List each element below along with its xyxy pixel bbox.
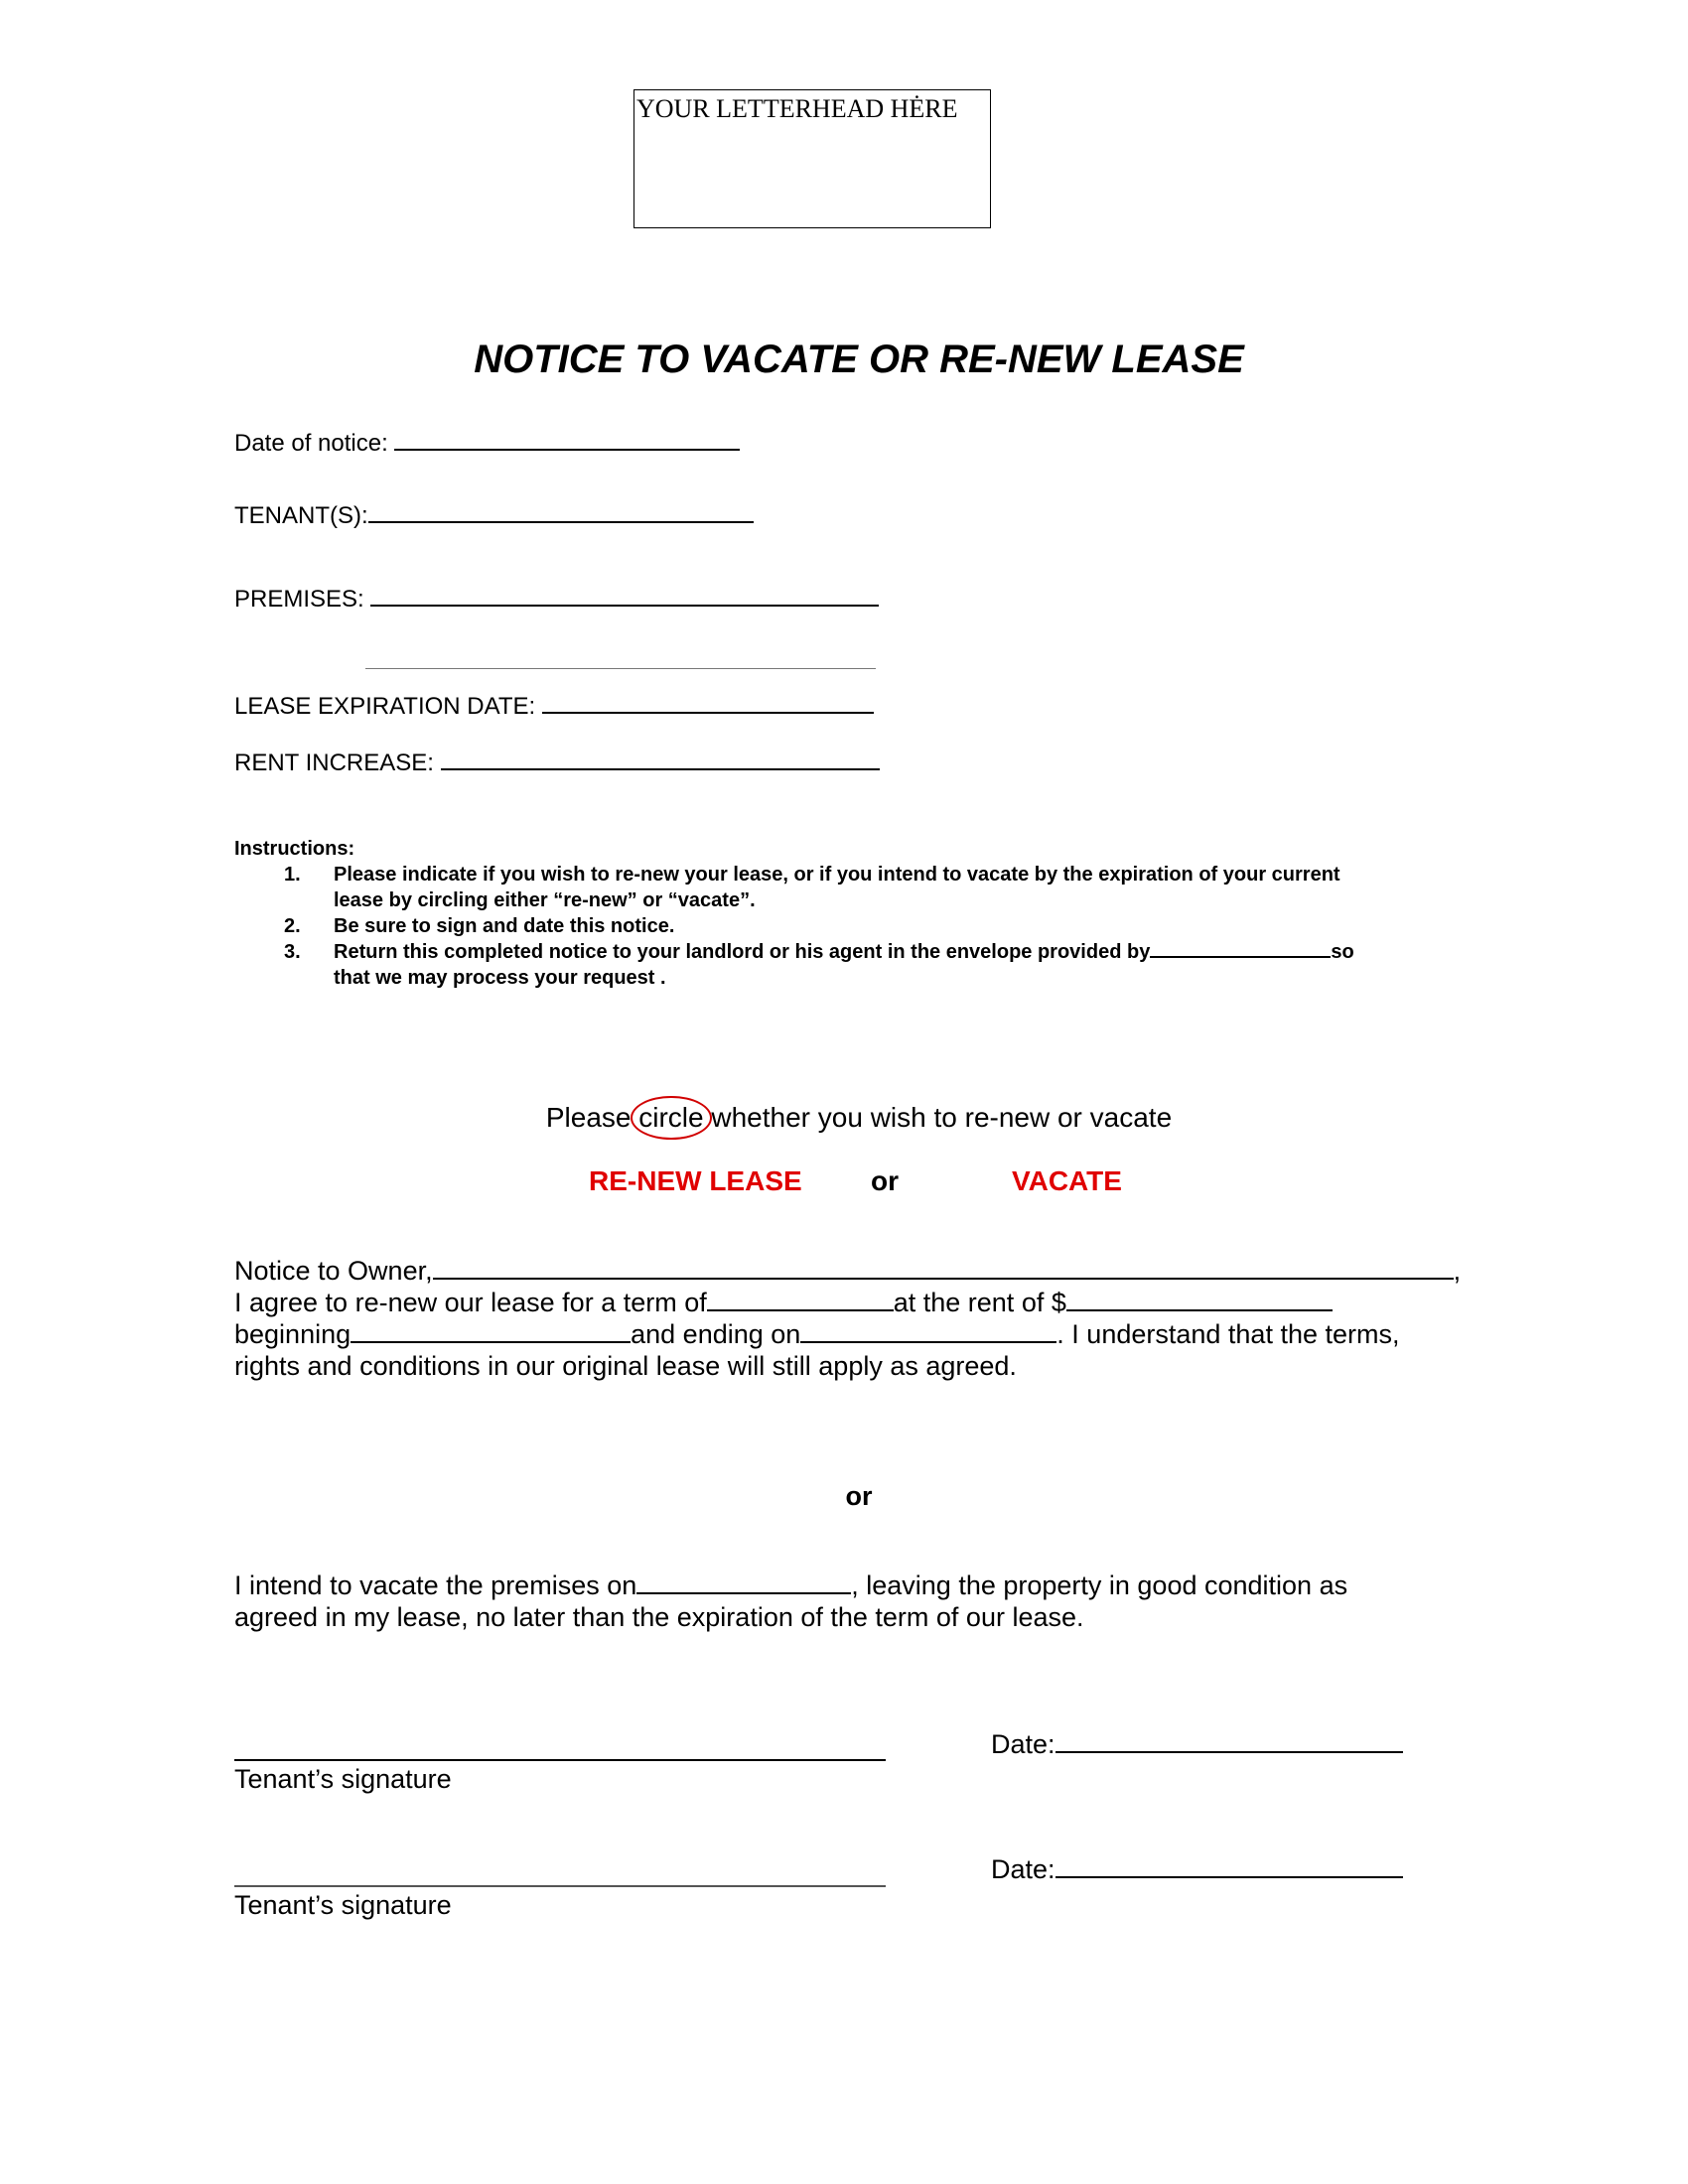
- vacate-option[interactable]: VACATE: [1012, 1165, 1122, 1196]
- vacate-paragraph: [234, 1570, 1347, 1633]
- circle-prompt: [0, 1102, 1688, 1134]
- renew-paragraph: [234, 1255, 1461, 1382]
- letterhead-placeholder: YOUR LETTERHEAD HĖRE: [636, 94, 958, 123]
- instruction-item: [234, 913, 1446, 939]
- premises-label: PREMISES:: [234, 586, 364, 613]
- renew-text: Notice to Owner,: [234, 1256, 433, 1286]
- signature-date-field[interactable]: [991, 1854, 1403, 1885]
- beginning-date-line[interactable]: [351, 1340, 631, 1343]
- instruction-text: Please indicate if you wish to re-new your lease, or if you intend to vacate by the expiration of your current: [334, 864, 1340, 886]
- owner-name-line[interactable]: [433, 1277, 1454, 1280]
- tenant-signature-label: Tenant’s signature: [234, 1890, 452, 1920]
- renew-line-2: [234, 1287, 1461, 1318]
- renew-text: and ending on: [631, 1319, 801, 1349]
- vacate-date-line[interactable]: [636, 1591, 851, 1594]
- return-by-date-line[interactable]: [1150, 955, 1331, 958]
- vacate-line-2: agreed in my lease, no later than the expiration of the term of our lease.: [234, 1602, 1084, 1632]
- vacate-text: I intend to vacate the premises on: [234, 1570, 637, 1600]
- circle-prompt-before: Please: [545, 1102, 632, 1133]
- choice-or-separator: or: [871, 1165, 899, 1196]
- tenants-field[interactable]: [234, 502, 754, 530]
- instruction-item: [234, 862, 1446, 913]
- date-of-notice-line[interactable]: [394, 448, 740, 451]
- instruction-text: [334, 939, 1446, 965]
- premises-second-line[interactable]: [365, 668, 876, 669]
- signature-date-field[interactable]: [991, 1729, 1403, 1760]
- instruction-text-part: so: [1331, 941, 1354, 963]
- lease-expiration-label: LEASE EXPIRATION DATE:: [234, 693, 536, 720]
- instruction-text-part: Return this completed notice to your landlord or his agent in the envelope provided by: [334, 941, 1151, 963]
- premises-line[interactable]: [370, 604, 879, 607]
- tenant-signature-line[interactable]: [234, 1759, 886, 1761]
- premises-field[interactable]: [234, 586, 879, 614]
- instruction-item: [234, 939, 1446, 991]
- renew-text: at the rent of $: [893, 1288, 1066, 1317]
- or-separator: or: [845, 1481, 873, 1511]
- vacate-line-1: [234, 1570, 1347, 1601]
- signature-date-line[interactable]: [1055, 1750, 1403, 1753]
- date-of-notice-field[interactable]: [234, 430, 740, 458]
- renew-line-3: [234, 1318, 1461, 1350]
- circle-prompt-after: whether you wish to re-new or vacate: [711, 1102, 1173, 1133]
- red-circle-mark: [631, 1096, 711, 1140]
- letterhead-box: [633, 89, 991, 228]
- renew-line-1: [234, 1255, 1461, 1287]
- instruction-text: lease by circling either “re-new” or “vacate”.: [334, 889, 756, 911]
- tenant-signature-line[interactable]: [234, 1885, 886, 1887]
- renew-text: . I understand that the terms,: [1056, 1319, 1400, 1349]
- rent-increase-line[interactable]: [441, 767, 880, 770]
- instruction-text: Be sure to sign and date this notice.: [334, 915, 675, 937]
- vacate-text: , leaving the property in good condition as: [851, 1570, 1348, 1600]
- renew-text: ,: [1453, 1256, 1462, 1286]
- renew-line-4: rights and conditions in our original lease will still apply as agreed.: [234, 1351, 1017, 1381]
- ending-date-line[interactable]: [800, 1340, 1056, 1343]
- date-label: Date:: [991, 1854, 1055, 1884]
- instruction-text: that we may process your request .: [334, 967, 666, 989]
- instructions-list: [234, 862, 1446, 991]
- term-line[interactable]: [707, 1308, 894, 1311]
- rent-increase-field[interactable]: [234, 750, 880, 777]
- page-title: NOTICE TO VACATE OR RE-NEW LEASE: [474, 338, 1244, 381]
- tenants-line[interactable]: [368, 520, 754, 523]
- rent-increase-label: RENT INCREASE:: [234, 750, 434, 776]
- instructions-heading: Instructions:: [234, 838, 355, 860]
- renew-text: beginning: [234, 1319, 352, 1349]
- date-of-notice-label: Date of notice:: [234, 430, 388, 457]
- tenants-label: TENANT(S):: [234, 502, 368, 529]
- instruction-number: 3.: [284, 941, 301, 963]
- tenant-signature-label: Tenant’s signature: [234, 1764, 452, 1794]
- lease-expiration-field[interactable]: [234, 693, 874, 721]
- circled-word: [638, 1102, 703, 1134]
- lease-expiration-line[interactable]: [542, 711, 874, 714]
- rent-amount-line[interactable]: [1066, 1308, 1333, 1311]
- renew-lease-option[interactable]: RE-NEW LEASE: [589, 1165, 802, 1196]
- date-label: Date:: [991, 1729, 1055, 1759]
- instruction-number: 2.: [284, 915, 301, 937]
- signature-date-line[interactable]: [1055, 1875, 1403, 1878]
- circled-word-text: circle: [638, 1102, 704, 1133]
- instruction-number: 1.: [284, 864, 301, 886]
- renew-text: I agree to re-new our lease for a term of: [234, 1288, 707, 1317]
